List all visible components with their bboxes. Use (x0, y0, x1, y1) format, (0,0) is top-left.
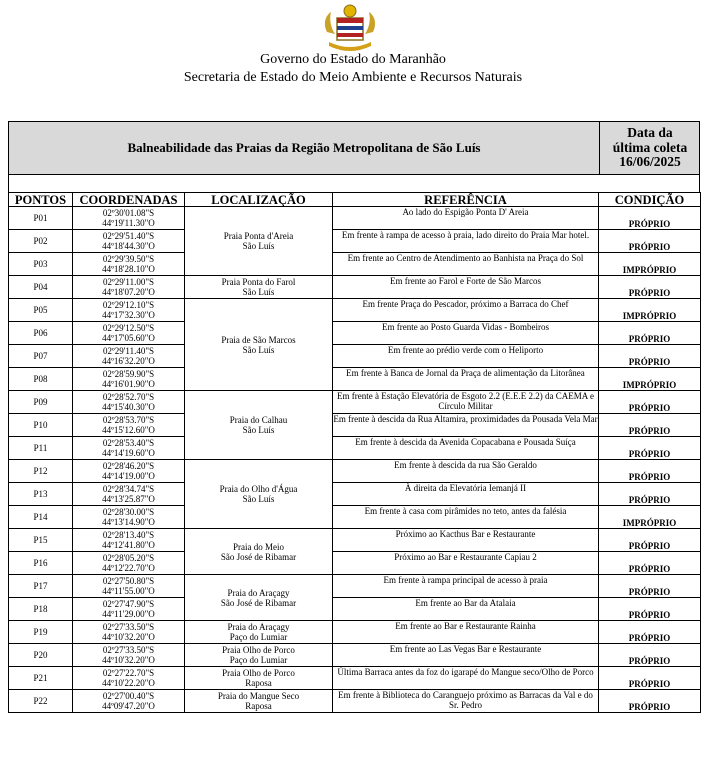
latitude: 02º28'46.20"S (102, 461, 155, 471)
point-id: P19 (9, 621, 73, 644)
longitude: 44º17'05.60"O (102, 333, 155, 343)
location (185, 460, 333, 529)
table-row (9, 207, 701, 230)
coordinates (73, 414, 185, 437)
reference: Em frente ao prédio verde com o Heliporto (333, 345, 599, 368)
location (185, 690, 333, 713)
longitude: 44º10'32.20"O (102, 632, 155, 642)
report-title: Balneabilidade das Praias da Região Metropolitana de São Luís (127, 140, 481, 155)
condition-badge: PRÓPRIO (599, 690, 701, 713)
location (185, 391, 333, 460)
latitude: 02º28'30.00"S (102, 507, 155, 517)
reference: Em frente à descida da Rua Altamira, proximidades da Pousada Vela Mar (333, 414, 599, 437)
condition-badge: IMPRÓPRIO (599, 368, 701, 391)
coordinates (73, 276, 185, 299)
condition-badge: PRÓPRIO (599, 437, 701, 460)
date-label-1: Data da (627, 125, 673, 141)
condition-badge: IMPRÓPRIO (599, 253, 701, 276)
point-id: P05 (9, 299, 73, 322)
location (185, 529, 333, 575)
point-id: P17 (9, 575, 73, 598)
longitude: 44º10'32.20"O (102, 655, 155, 665)
condition-badge: PRÓPRIO (599, 460, 701, 483)
table-row (9, 437, 701, 460)
condition-badge: PRÓPRIO (599, 207, 701, 230)
condition-badge: PRÓPRIO (599, 345, 701, 368)
reference: Em frente à Biblioteca do Caranguejo próximo as Barracas da Val e do Sr. Pedro (333, 690, 599, 713)
location (185, 299, 333, 391)
municipality: São Luís (242, 344, 275, 355)
table-row (9, 230, 701, 253)
municipality: São Luís (242, 425, 275, 435)
reference: Em frente ao Las Vegas Bar e Restaurante (333, 644, 599, 667)
point-id: P15 (9, 529, 73, 552)
point-id: P10 (9, 414, 73, 437)
municipality: Paço do Lumiar (229, 655, 288, 665)
condition-badge: PRÓPRIO (599, 644, 701, 667)
col-header-localizacao: LOCALIZAÇÃO (185, 193, 333, 207)
longitude: 44º19'11.30"O (102, 218, 155, 228)
date-label-2: última coleta (612, 139, 688, 155)
location (185, 575, 333, 621)
latitude: 02º27'50.80"S (102, 576, 155, 586)
reference: Próximo ao Kacthus Bar e Restaurante (333, 529, 599, 552)
beach-name: Praia de São Marcos (221, 334, 296, 345)
longitude: 44º11'29.00"O (102, 609, 155, 619)
condition-badge: PRÓPRIO (599, 552, 701, 575)
condition-badge: PRÓPRIO (599, 391, 701, 414)
beach-name: Praia do Mangue Seco (217, 691, 300, 701)
beach-name: Praia do Olho d'Água (219, 484, 298, 494)
point-id: P06 (9, 322, 73, 345)
coordinates (73, 552, 185, 575)
condition-badge: PRÓPRIO (599, 230, 701, 253)
condition-badge: PRÓPRIO (599, 322, 701, 345)
spacer-row (8, 174, 700, 192)
longitude: 44º12'41.80"O (102, 540, 155, 550)
latitude: 02º28'59.90"S (102, 369, 155, 379)
reference: Em frente ao Posto Guarda Vidas - Bombeiros (333, 322, 599, 345)
point-id: P01 (9, 207, 73, 230)
latitude: 02º30'01.08"S (102, 208, 155, 218)
latitude: 02º27'33.50"S (102, 622, 155, 632)
condition-badge: PRÓPRIO (599, 483, 701, 506)
latitude: 02º28'52.70"S (102, 392, 155, 402)
reference: Próximo ao Bar e Restaurante Capiau 2 (333, 552, 599, 575)
coordinates (73, 230, 185, 253)
coordinates (73, 391, 185, 414)
beach-name: Praia Ponta d'Areia (223, 231, 294, 241)
point-id: P04 (9, 276, 73, 299)
beach-table (8, 192, 701, 713)
longitude: 44º15'12.60"O (102, 425, 155, 435)
point-id: P21 (9, 667, 73, 690)
point-id: P20 (9, 644, 73, 667)
point-id: P03 (9, 253, 73, 276)
table-row (9, 621, 701, 644)
municipality: São José de Ribamar (220, 597, 297, 608)
longitude: 44º17'32.30"O (102, 310, 155, 320)
latitude: 02º28'13.40"S (102, 530, 155, 540)
latitude: 02º29'12.50"S (102, 323, 155, 333)
location (185, 667, 333, 690)
point-id: P07 (9, 345, 73, 368)
location (185, 644, 333, 667)
longitude: 44º18'07.20"O (102, 287, 155, 297)
latitude: 02º29'51.40"S (102, 231, 155, 241)
beach-name: Praia Olho de Porco (222, 645, 295, 655)
reference: Em frente à descida da rua São Geraldo (333, 460, 599, 483)
latitude: 02º27'00.40"S (102, 691, 155, 701)
table-row (9, 253, 701, 276)
table-row (9, 644, 701, 667)
point-id: P02 (9, 230, 73, 253)
point-id: P18 (9, 598, 73, 621)
latitude: 02º27'22.70"S (102, 668, 155, 678)
municipality: Raposa (245, 678, 272, 688)
location (185, 207, 333, 276)
coordinates (73, 598, 185, 621)
latitude: 02º29'12.10"S (102, 300, 155, 310)
reference: Em frente ao Bar e Restaurante Rainha (333, 621, 599, 644)
coordinates (73, 253, 185, 276)
table-header-row (9, 193, 701, 207)
condition-badge: PRÓPRIO (599, 621, 701, 644)
point-id: P11 (9, 437, 73, 460)
condition-badge: IMPRÓPRIO (599, 506, 701, 529)
coordinates (73, 667, 185, 690)
longitude: 44º16'01.90"O (102, 379, 155, 389)
coordinates (73, 690, 185, 713)
coordinates (73, 575, 185, 598)
reference: Em frente à rampa de acesso à praia, lado direito do Praia Mar hotel. (333, 230, 599, 253)
table-row (9, 483, 701, 506)
coordinates (73, 529, 185, 552)
point-id: P14 (9, 506, 73, 529)
coordinates (73, 368, 185, 391)
latitude: 02º29'11.40"S (102, 346, 154, 356)
longitude: 44º15'40.30"O (102, 402, 155, 412)
last-collection-date-box (599, 121, 700, 175)
longitude: 44º11'55.00"O (102, 586, 155, 596)
coordinates (73, 437, 185, 460)
table-row (9, 322, 701, 345)
coordinates (73, 621, 185, 644)
government-name: Governo do Estado do Maranhão (260, 52, 446, 67)
reference: Em frente ao Centro de Atendimento ao Banhista na Praça do Sol (333, 253, 599, 276)
point-id: P22 (9, 690, 73, 713)
table-row (9, 276, 701, 299)
coordinates (73, 460, 185, 483)
beach-name: Praia Ponta do Farol (221, 277, 296, 287)
municipality: São José de Ribamar (220, 551, 297, 562)
municipality: São Luís (242, 494, 275, 504)
table-row (9, 345, 701, 368)
point-id: P08 (9, 368, 73, 391)
reference: Ao lado do Espigão Ponta D' Areia (333, 207, 599, 230)
location (185, 621, 333, 644)
table-row (9, 368, 701, 391)
longitude: 44º18'44.30"O (102, 241, 155, 251)
reference: Última Barraca antes da foz do igarapé do Mangue seco/Olho de Porco (333, 667, 599, 690)
reference: Em frente ao Farol e Forte de São Marcos (333, 276, 599, 299)
point-id: P16 (9, 552, 73, 575)
reference: Em frente ao Bar da Atalaia (333, 598, 599, 621)
condition-badge: IMPRÓPRIO (599, 299, 701, 322)
condition-badge: PRÓPRIO (599, 276, 701, 299)
col-header-pontos: PONTOS (9, 193, 73, 207)
latitude: 02º28'53.40"S (102, 438, 155, 448)
condition-badge: PRÓPRIO (599, 575, 701, 598)
table-row (9, 552, 701, 575)
location (185, 276, 333, 299)
municipality: São Luís (242, 287, 275, 297)
condition-badge: PRÓPRIO (599, 529, 701, 552)
longitude: 44º18'28.10"O (102, 264, 155, 274)
longitude: 44º14'19.00"O (102, 471, 155, 481)
latitude: 02º28'34.74"S (102, 484, 155, 494)
coordinates (73, 483, 185, 506)
coordinates (73, 506, 185, 529)
coordinates (73, 345, 185, 368)
beach-name: Praia Olho de Porco (222, 668, 295, 678)
secretariat-name: Secretaria de Estado do Meio Ambiente e Recursos Naturais (183, 70, 523, 85)
reference: Em frente à descida da Avenida Copacabana e Pousada Suíça (333, 437, 599, 460)
longitude: 44º10'22.20"O (102, 678, 155, 688)
table-row (9, 460, 701, 483)
table-row (9, 690, 701, 713)
municipality: São Luís (242, 241, 275, 251)
beach-name: Praia do Meio (233, 541, 284, 552)
condition-badge: PRÓPRIO (599, 598, 701, 621)
longitude: 44º12'22.70"O (102, 563, 155, 573)
col-header-referencia: REFERÊNCIA (333, 193, 599, 207)
longitude: 44º16'32.20"O (102, 356, 155, 366)
latitude: 02º28'53.70"S (102, 415, 155, 425)
latitude: 02º27'33.50"S (102, 645, 155, 655)
reference: Em frente à casa com pirâmides no teto, antes da falésia (333, 506, 599, 529)
table-row (9, 391, 701, 414)
municipality: Raposa (245, 701, 272, 711)
latitude: 02º28'05.20"S (102, 553, 155, 563)
reference: Em frente à Estação Elevatória de Esgoto 2.2 (E.E.E 2.2) da CAEMA e Círculo Militar (333, 391, 599, 414)
condition-badge: PRÓPRIO (599, 414, 701, 437)
coordinates (73, 322, 185, 345)
table-row (9, 575, 701, 598)
longitude: 44º09'47.20"O (102, 701, 155, 711)
coordinates (73, 207, 185, 230)
collection-date: 16/06/2025 (619, 154, 681, 170)
table-row (9, 529, 701, 552)
latitude: 02º29'11.00"S (102, 277, 154, 287)
table-row (9, 506, 701, 529)
longitude: 44º13'25.87"O (102, 494, 155, 504)
latitude: 02º29'39.50"S (102, 254, 155, 264)
table-row (9, 299, 701, 322)
coordinates (73, 644, 185, 667)
col-header-coordenadas: COORDENADAS (73, 193, 185, 207)
beach-name: Praia do Araçagy (227, 622, 290, 632)
table-row (9, 598, 701, 621)
point-id: P13 (9, 483, 73, 506)
latitude: 02º27'47.90"S (102, 599, 155, 609)
reference: Em frente Praça do Pescador, próximo a Barraca do Chef (333, 299, 599, 322)
beach-name: Praia do Araçagy (227, 587, 290, 598)
municipality: Paço do Lumiar (229, 632, 288, 642)
longitude: 44º14'19.60"O (102, 448, 155, 458)
point-id: P12 (9, 460, 73, 483)
condition-badge: PRÓPRIO (599, 667, 701, 690)
coordinates (73, 299, 185, 322)
reference: Em frente à rampa principal de acesso à praia (333, 575, 599, 598)
table-row (9, 414, 701, 437)
reference: À direita da Elevatória Iemanjá II (333, 483, 599, 506)
beach-name: Praia do Calhau (229, 415, 288, 425)
title-box (8, 121, 700, 175)
col-header-condicao: CONDIÇÃO (599, 193, 701, 207)
reference: Em frente à Banca de Jornal da Praça de alimentação da Litorânea (333, 368, 599, 391)
table-row (9, 667, 701, 690)
longitude: 44º13'14.90"O (102, 517, 155, 527)
point-id: P09 (9, 391, 73, 414)
state-coat-of-arms (319, 2, 381, 54)
